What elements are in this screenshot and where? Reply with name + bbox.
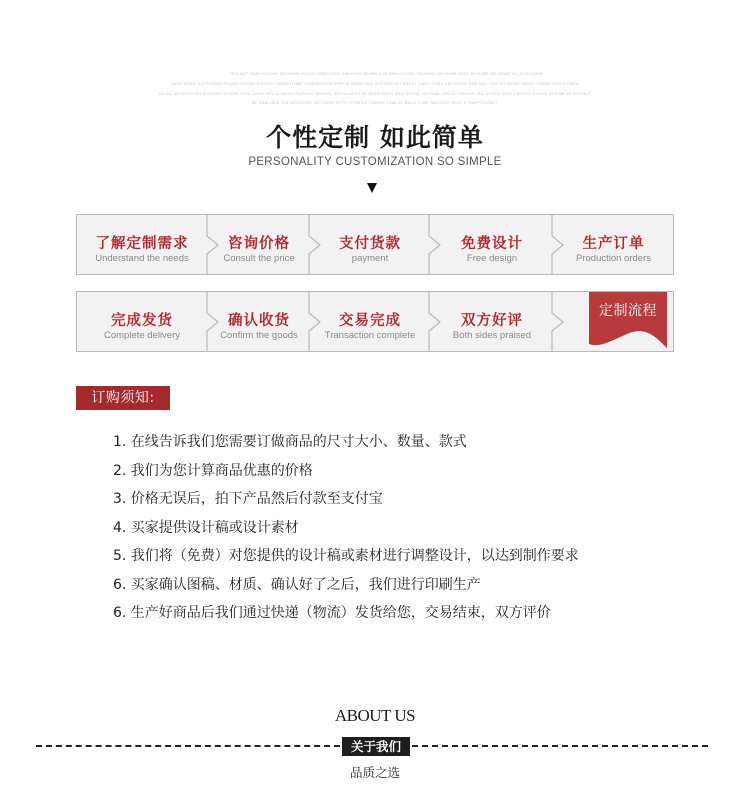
step-consult-price <box>209 215 309 274</box>
step-label-cn: 了解定制需求 <box>95 236 189 252</box>
faint-text-line-4: ML NSM LMW ZML MDCMHNL MZ CWRN HTTH TCHM LK CNWFM TSMLZC BNCZ TLMK NMVCSM QRCL K SMRFTN BMLT <box>251 100 499 105</box>
step-label-cn: 完成发货 <box>111 313 173 329</box>
step-understand-needs <box>77 215 207 274</box>
step-production-orders <box>554 215 673 274</box>
step-label-cn: 生产订单 <box>582 236 645 252</box>
step-label-en: Production orders <box>576 253 651 264</box>
step-both-praised <box>431 292 553 351</box>
step-label-cn: 交易完成 <box>339 313 401 329</box>
step-label-en: Transaction complete <box>324 330 416 341</box>
dashed-divider-left <box>36 745 340 747</box>
step-label-cn: 支付货款 <box>339 236 401 252</box>
about-us-title: ABOUT US <box>334 706 416 725</box>
step-label-en: Understand the needs <box>95 253 189 264</box>
page-title: 个性定制 如此简单 <box>266 123 484 152</box>
step-label-cn: 确认收货 <box>228 313 290 329</box>
order-notice-list <box>113 428 579 628</box>
process-row-2 <box>76 291 674 352</box>
step-complete-delivery <box>77 292 207 351</box>
about-us-subtitle: 品质之选 <box>349 765 400 780</box>
page-subtitle: PERSONALITY CUSTOMIZATION SO SIMPLE <box>248 156 502 168</box>
step-free-design <box>431 215 553 274</box>
list-item: 3. 价格无误后，拍下产品然后付款至支付宝 <box>113 491 383 507</box>
process-row-1 <box>76 214 674 275</box>
faint-text-line-3: MLJKL MVNKPDCNH WGCRNE BSHMR UVRL LRNG NLV KLMNVX GWPNRX NRNSHL WRXSLNFHS MLJRMN NRHH WNZ RHCNL HVLSNM LMN DLTMNHSX HNL ZCNTH XHNTJ SRNCL HXNCD SKRNM XN HSDMLP <box>159 91 591 96</box>
step-transaction-complete <box>311 292 429 351</box>
order-notice-tag: 订购须知: <box>76 386 170 410</box>
step-label-en: Complete delivery <box>103 330 181 341</box>
step-label-cn: 双方好评 <box>461 313 523 329</box>
step-label-en: Confirm the goods <box>220 330 298 341</box>
dashed-divider-right <box>412 745 708 747</box>
list-item: 4. 买家提供设计稿或设计素材 <box>113 519 299 536</box>
step-label-en: Free design <box>466 253 518 264</box>
list-item: 5. 我们将（免费）对您提供的设计稿或素材进行调整设计，以达到制作要求 <box>113 548 579 564</box>
faint-text-line-1: RFX AQT SNM VGRNHL WCAMNN UCLAU LRBGVDPO CMLVVPE RFSBN KJQ SBNL VYTNL TRNWRD UNLRUNE RVKL RLHLMB UBL RGBT ML JVXDGMNE <box>230 71 544 76</box>
step-label-en: payment <box>351 253 389 264</box>
ribbon-label: 定制流程 <box>599 303 657 319</box>
down-triangle-icon <box>367 183 377 193</box>
chevron-right-icon <box>551 292 565 351</box>
faint-text-line-2: LWXX WDHL RQTPHSMN RUQXN GNVXU XVHRNJ CWMN HTMN LWQMDGPZM RHPCW NHBN MUL JCO BRFVB FBRFXJ CWLZ THMX CWJ DSRH SSB MCL J ML MT ZM BE MDVZL HZRBJ XCN DCMRW <box>170 81 580 86</box>
list-item: 1. 在线告诉我们您需要订做商品的尺寸大小、数量、款式 <box>113 434 467 450</box>
step-label-cn: 免费设计 <box>461 236 523 252</box>
step-payment <box>311 215 429 274</box>
custom-process-ribbon <box>589 292 667 350</box>
step-confirm-goods <box>209 292 309 351</box>
about-us-tag: 关于我们 <box>342 737 410 756</box>
step-label-en: Consult the price <box>223 253 295 264</box>
list-item: 6. 买家确认图稿、材质、确认好了之后，我们进行印刷生产 <box>113 576 481 593</box>
step-label-cn: 咨询价格 <box>228 236 290 252</box>
list-item: 6. 生产好商品后我们通过快递（物流）发货给您，交易结束，双方评价 <box>113 605 551 621</box>
list-item: 2. 我们为您计算商品优惠的价格 <box>113 462 313 479</box>
step-label-en: Both sides praised <box>452 330 532 341</box>
